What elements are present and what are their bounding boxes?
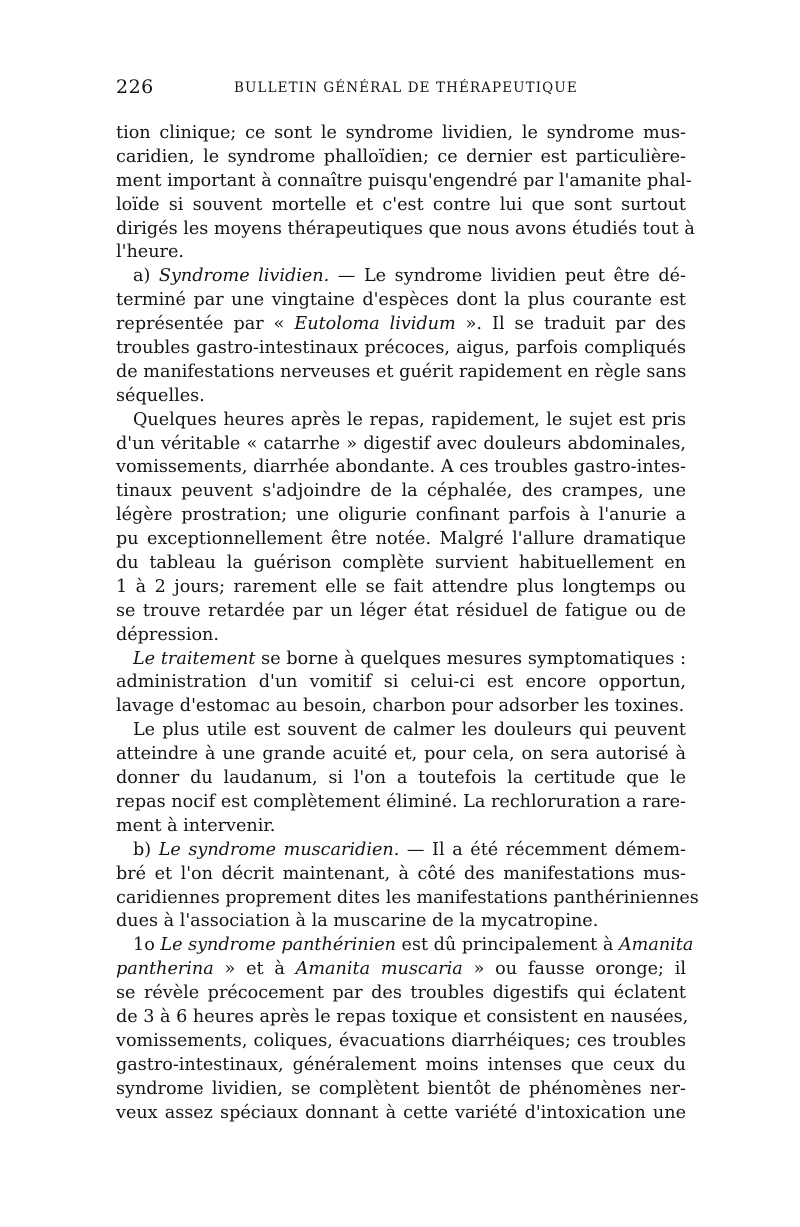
text-line (116, 743, 686, 767)
text-segment: dues à l'association à la muscarine de la mycatropine. (116, 911, 599, 932)
italic-text-segment: Amanita (618, 935, 694, 956)
text-segment: vomissements, coliques, évacuations diarrhéiques; ces troubles (116, 1030, 686, 1051)
text-line (116, 791, 686, 815)
text-segment: tinaux peuvent s'adjoindre de la céphalée, des crampes, une (116, 481, 686, 502)
text-line (116, 863, 686, 887)
body-text (116, 122, 699, 1125)
text-line (116, 361, 686, 385)
italic-text-segment: Amanita muscaria (295, 959, 463, 980)
running-title: BULLETIN GÉNÉRAL DE THÉRAPEUTIQUE (234, 80, 578, 96)
text-segment: caridien, le syndrome phalloïdien; ce dernier est particulière- (116, 146, 686, 167)
text-segment: lavage d'estomac au besoin, charbon pour adsorber les toxines. (116, 696, 685, 717)
text-line (116, 456, 686, 480)
text-line (116, 433, 686, 457)
text-line (116, 265, 686, 289)
text-line (116, 1102, 686, 1126)
text-line (116, 1030, 686, 1054)
text-segment: terminé par une vingtaine d'espèces dont la plus courante est (116, 290, 686, 311)
italic-text-segment: Le traitement (133, 648, 256, 669)
text-segment: administration d'un vomitif si celui-ci est encore opportun, (116, 672, 686, 693)
text-line (116, 958, 686, 982)
text-line (116, 839, 686, 863)
text-segment: du tableau la guérison complète survient habituellement en (116, 553, 686, 574)
text-segment: — Il a été récemment démem- (399, 839, 686, 860)
text-line (116, 218, 695, 242)
text-segment: » et à (213, 959, 296, 980)
text-segment: — Le syndrome lividien peut être dé- (329, 266, 686, 287)
text-line (116, 1006, 689, 1030)
text-line (116, 552, 686, 576)
text-segment: caridiennes proprement dites les manifestations panthériniennes (116, 887, 699, 908)
text-segment: ment à intervenir. (116, 815, 276, 836)
text-segment: Quelques heures après le repas, rapidement, le sujet est pris (133, 409, 686, 430)
text-segment: d'un véritable « catarrhe » digestif avec douleurs abdominales, (116, 433, 686, 454)
text-line (116, 600, 686, 624)
text-segment: syndrome lividien, se complètent bientôt de phénomènes ner- (116, 1078, 686, 1099)
text-segment: atteindre à une grande acuité et, pour cela, on sera autorisé à (116, 744, 686, 765)
text-segment: séquelles. (116, 385, 205, 406)
text-line (116, 1078, 686, 1102)
text-segment: ment important à connaître puisqu'engendré par l'amanite phal- (116, 170, 692, 191)
text-line (116, 815, 686, 839)
text-segment: l'heure. (116, 242, 184, 263)
text-segment: » ou fausse oronge; il (462, 959, 687, 980)
text-line (116, 1054, 686, 1078)
text-segment: veux assez spéciaux donnant à cette variété d'intoxication une (116, 1102, 686, 1123)
text-line (116, 289, 686, 313)
text-line (116, 910, 686, 934)
text-segment: donner du laudanum, si l'on a toutefois la certitude que le (116, 768, 686, 789)
text-segment: troubles gastro-intestinaux précoces, aigus, parfois compliqués (116, 338, 686, 359)
italic-text-segment: Le syndrome panthérinien (160, 935, 396, 956)
text-line (116, 528, 686, 552)
text-line (116, 504, 686, 528)
text-line (116, 624, 686, 648)
text-segment: se borne à quelques mesures symptomatiques : (255, 648, 686, 669)
text-line (116, 671, 686, 695)
text-segment: ». Il se traduit par des (455, 314, 686, 335)
text-segment: gastro-intestinaux, généralement moins intenses que ceux du (116, 1054, 686, 1075)
text-segment: 1o (133, 935, 161, 956)
text-segment: dirigés les moyens thérapeutiques que nous avons étudiés tout à (116, 218, 695, 239)
text-line (116, 648, 686, 672)
text-segment: loïde si souvent mortelle et c'est contre lui que sont surtout (116, 194, 686, 215)
text-segment: 1 à 2 jours; rarement elle se fait attendre plus longtemps ou (116, 576, 686, 597)
text-line (116, 767, 686, 791)
text-line (116, 982, 686, 1006)
italic-text-segment: Le syndrome muscaridien. (158, 839, 400, 860)
text-line (116, 409, 686, 433)
text-line (116, 337, 686, 361)
text-segment: pu exceptionnellement être notée. Malgré l'allure dramatique (116, 529, 686, 550)
page-header (116, 76, 686, 102)
text-line (116, 170, 692, 194)
italic-text-segment: Syndrome lividien. (158, 266, 330, 287)
text-segment: tion clinique; ce sont le syndrome lividien, le syndrome mus- (116, 123, 686, 143)
text-line (116, 719, 686, 743)
text-segment: se révèle précocement par des troubles digestifs qui éclatent (116, 983, 686, 1004)
text-segment: bré et l'on décrit maintenant, à côté des manifestations mus- (116, 863, 686, 884)
text-line (116, 934, 694, 958)
text-line (116, 146, 686, 170)
text-segment: repas nocif est complètement éliminé. La rechloruration a rare- (116, 791, 686, 812)
text-segment: est dû principalement à (395, 935, 619, 956)
italic-text-segment: pantherina (116, 959, 214, 980)
text-line (116, 241, 686, 265)
text-segment: a) (133, 266, 159, 287)
text-segment: b) (133, 839, 159, 860)
text-line (116, 576, 686, 600)
page-number: 226 (116, 76, 154, 98)
text-segment: dépression. (116, 624, 219, 645)
text-line (116, 887, 699, 911)
text-line (116, 122, 686, 146)
italic-text-segment: Eutoloma lividum (294, 314, 456, 335)
text-segment: Le plus utile est souvent de calmer les douleurs qui peuvent (133, 720, 686, 741)
text-line (116, 313, 686, 337)
text-line (116, 194, 686, 218)
text-segment: se trouve retardée par un léger état résiduel de fatigue ou de (116, 600, 686, 621)
text-segment: vomissements, diarrhée abondante. A ces troubles gastro-intes- (116, 457, 686, 478)
text-line (116, 385, 686, 409)
text-line (116, 695, 686, 719)
text-segment: de 3 à 6 heures après le repas toxique et consistent en nausées, (116, 1006, 689, 1027)
text-segment: de manifestations nerveuses et guérit rapidement en règle sans (116, 361, 687, 382)
text-segment: représentée par « (116, 314, 295, 335)
text-line (116, 480, 686, 504)
text-segment: légère prostration; une oligurie confinant parfois à l'anurie a (116, 505, 686, 526)
